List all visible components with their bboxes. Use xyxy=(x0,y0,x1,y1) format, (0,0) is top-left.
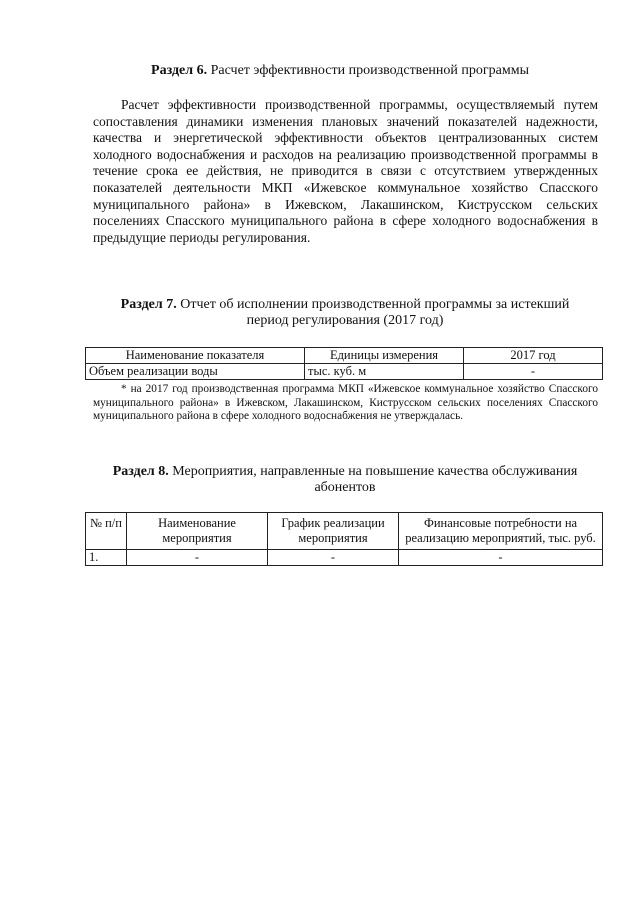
table-header-activity: Наименование мероприятия xyxy=(127,513,268,550)
table-header-year: 2017 год xyxy=(464,348,603,364)
table-header-units: Единицы измерения xyxy=(305,348,464,364)
table-cell-units: тыс. куб. м xyxy=(305,364,464,380)
table-cell-schedule: - xyxy=(268,550,399,566)
section-7-title xyxy=(100,297,590,329)
table-header-row xyxy=(86,348,603,364)
section-6-paragraph-text: Расчет эффективности производственной программы, осуществляемый путем сопоставления динамики изменения плановых значений показателей надежности, качества и энергетической эффективности объектов централизованных систем холодного водоснабжения и расходов на реализацию производственной программы в течение срока ее действия, не приводится в связи с отсутствием утвержденных показателей деятельности МКП «Ижевское коммунальное хозяйство Спасского муниципального района» в Ижевском, Лакашинском, Киструсском сельских поселениях Спасского муниципального района в сфере холодного водоснабжения в предыдущие периоды регулирования. xyxy=(93,97,598,245)
table-cell-indicator: Объем реализации воды xyxy=(86,364,305,380)
table-header-financing: Финансовые потребности на реализацию мероприятий, тыс. руб. xyxy=(399,513,603,550)
section-8-number: Раздел 8. xyxy=(112,464,169,479)
table-cell-number: 1. xyxy=(86,550,127,566)
table-header-schedule: График реализации мероприятия xyxy=(268,513,399,550)
section-7-footnote xyxy=(93,383,598,424)
table-header-row xyxy=(86,513,603,550)
table-row xyxy=(86,550,603,566)
section-8-table xyxy=(85,512,603,566)
section-6-title xyxy=(60,63,620,79)
section-7-table xyxy=(85,347,603,380)
table-cell-activity: - xyxy=(127,550,268,566)
table-header-number: № п/п xyxy=(86,513,127,550)
section-6-title-text: Расчет эффективности производственной программы xyxy=(207,63,529,78)
table-cell-value: - xyxy=(464,364,603,380)
section-8-title-text: Мероприятия, направленные на повышение качества обслуживания абонентов xyxy=(168,464,578,495)
section-6-paragraph xyxy=(93,97,598,246)
table-header-indicator: Наименование показателя xyxy=(86,348,305,364)
table-cell-financing: - xyxy=(399,550,603,566)
table-row xyxy=(86,364,603,380)
section-7-footnote-text: * на 2017 год производственная программа МКП «Ижевское коммунальное хозяйство Спасского муниципального района» в Ижевском, Лакашинском, Киструсском сельских поселениях Спасского муниципального района в сфере холодного водоснабжения не утверждалась. xyxy=(93,383,598,423)
section-7-number: Раздел 7. xyxy=(120,297,177,312)
section-6-number: Раздел 6. xyxy=(151,63,208,78)
section-8-title xyxy=(100,464,590,496)
section-7-title-text: Отчет об исполнении производственной программы за истекший период регулирования (2017 год) xyxy=(176,297,570,328)
